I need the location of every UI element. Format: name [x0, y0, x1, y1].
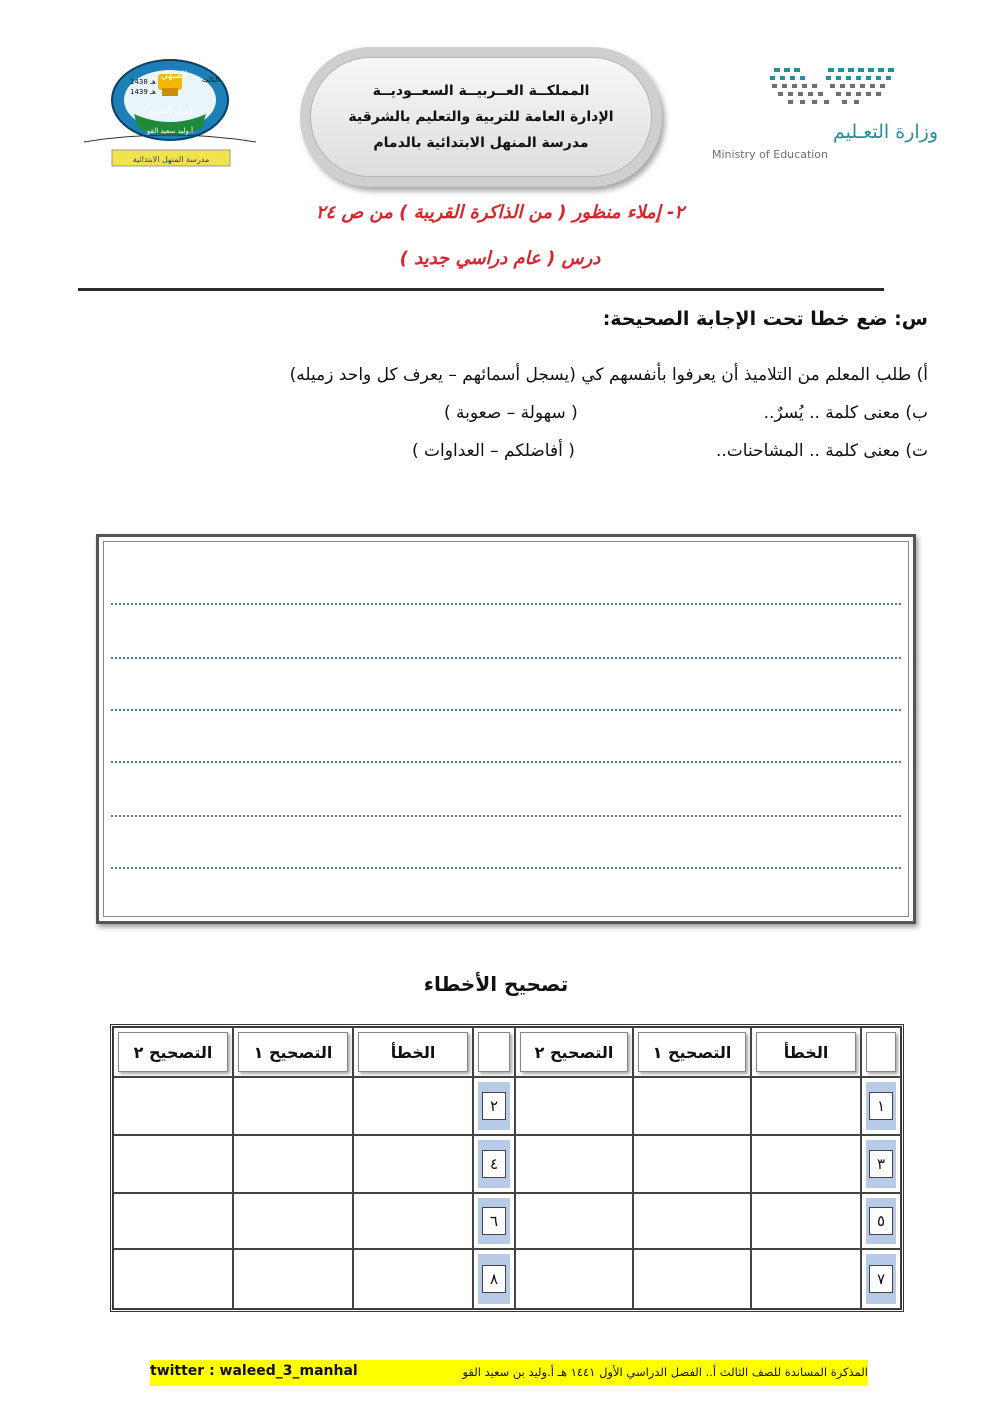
mistake-cell[interactable] — [751, 1249, 861, 1309]
header-mistake-left: الخطأ — [353, 1027, 473, 1077]
corrections-table — [110, 1024, 904, 1312]
correction2-cell[interactable] — [113, 1135, 233, 1193]
question-item-b: ب) معنى كلمة .. يُسرٌ.. — [763, 403, 928, 423]
correction1-cell[interactable] — [233, 1135, 353, 1193]
header-number-right — [861, 1027, 901, 1077]
writing-box-inner-border — [103, 541, 909, 917]
row-number-cell: ٣ — [861, 1135, 901, 1193]
school-logo-year-b: 1439 هـ — [130, 88, 156, 96]
writing-line[interactable] — [111, 603, 901, 605]
question-item-c-options: ( أفاضلكم – العداوات ) — [412, 441, 575, 461]
header-banner — [300, 47, 662, 187]
row-number-cell: ٢ — [473, 1077, 515, 1135]
row-number-cell: ٧ — [861, 1249, 901, 1309]
title-divider — [78, 288, 884, 291]
question-prompt: س: ضع خطا تحت الإجابة الصحيحة: — [602, 308, 928, 330]
row-number-cell: ٤ — [473, 1135, 515, 1193]
correction2-cell[interactable] — [515, 1077, 633, 1135]
header-correction2-right: التصحيح ٢ — [515, 1027, 633, 1077]
correction1-cell[interactable] — [633, 1077, 751, 1135]
header-correction1-right: التصحيح ١ — [633, 1027, 751, 1077]
correction2-cell[interactable] — [515, 1249, 633, 1309]
writing-line[interactable] — [111, 761, 901, 763]
header-correction1-left: التصحيح ١ — [233, 1027, 353, 1077]
correction1-cell[interactable] — [633, 1193, 751, 1249]
footer-twitter-handle: twitter : waleed_3_manhal — [150, 1363, 358, 1379]
school-logo-school: مدرسة المنهل الابتدائية — [132, 155, 210, 164]
school-logo-name: المنهل — [160, 70, 188, 81]
school-logo-teacher: أ.وليد سعيد القو — [146, 127, 194, 135]
mistake-cell[interactable] — [353, 1249, 473, 1309]
header-directorate: الإدارة العامة للتربية والتعليم بالشرقية — [348, 109, 614, 125]
correction1-cell[interactable] — [233, 1077, 353, 1135]
correction2-cell[interactable] — [113, 1077, 233, 1135]
ministry-name-ar: وزارة التعـليم — [833, 121, 939, 143]
question-item-b-options: ( سهولة – صعوبة ) — [444, 403, 578, 423]
correction1-cell[interactable] — [233, 1193, 353, 1249]
correction2-cell[interactable] — [113, 1249, 233, 1309]
writing-line[interactable] — [111, 815, 901, 817]
writing-line[interactable] — [111, 709, 901, 711]
dictation-writing-box[interactable] — [96, 534, 916, 924]
mistake-cell[interactable] — [751, 1193, 861, 1249]
mistake-cell[interactable] — [353, 1077, 473, 1135]
correction2-cell[interactable] — [515, 1193, 633, 1249]
corrections-title: تصحيح الأخطاء — [423, 972, 569, 996]
correction1-cell[interactable] — [633, 1135, 751, 1193]
correction2-cell[interactable] — [113, 1193, 233, 1249]
row-number-cell: ٨ — [473, 1249, 515, 1309]
footer-note: المذكرة المساندة للصف الثالث أ.. الفصل الدراسي الأول ١٤٤١ هـ أ.وليد بن سعيد القو — [462, 1365, 868, 1379]
header-correction2-left: التصحيح ٢ — [113, 1027, 233, 1077]
header-mistake-right: الخطأ — [751, 1027, 861, 1077]
row-number-cell: ١ — [861, 1077, 901, 1135]
school-logo-grade: الثالث — [202, 76, 220, 84]
ministry-logo — [708, 66, 939, 166]
row-number-cell: ٥ — [861, 1193, 901, 1249]
writing-line[interactable] — [111, 657, 901, 659]
ministry-name-en: Ministry of Education — [712, 148, 829, 161]
correction2-cell[interactable] — [515, 1135, 633, 1193]
question-item-c: ت) معنى كلمة .. المشاحنات.. — [715, 441, 928, 461]
school-logo-slogan: فصل التحدي — [146, 107, 194, 117]
school-logo-year-a: 1438 هـ — [130, 78, 156, 86]
row-number-cell: ٦ — [473, 1193, 515, 1249]
lesson-title: ٢- إملاء منظور ( من الذاكرة القريبة ) من ص ٢٤ — [315, 202, 685, 223]
mistake-cell[interactable] — [353, 1135, 473, 1193]
header-school: مدرسة المنهل الابتدائية بالدمام — [373, 135, 589, 151]
lesson-subtitle: درس ( عام دراسي جديد ) — [399, 248, 601, 269]
mistake-cell[interactable] — [353, 1193, 473, 1249]
correction1-cell[interactable] — [233, 1249, 353, 1309]
header-number-left — [473, 1027, 515, 1077]
mistake-cell[interactable] — [751, 1135, 861, 1193]
footer-bar — [150, 1360, 868, 1386]
writing-line[interactable] — [111, 867, 901, 869]
header-country: المملكــة العــربيــة السعــوديــة — [372, 83, 590, 99]
correction1-cell[interactable] — [633, 1249, 751, 1309]
question-item-a: أ) طلب المعلم من التلاميذ أن يعرفوا بأنفسهم كي (يسجل أسمائهم – يعرف كل واحد زميله) — [289, 365, 928, 385]
school-logo — [74, 58, 264, 170]
mistake-cell[interactable] — [751, 1077, 861, 1135]
